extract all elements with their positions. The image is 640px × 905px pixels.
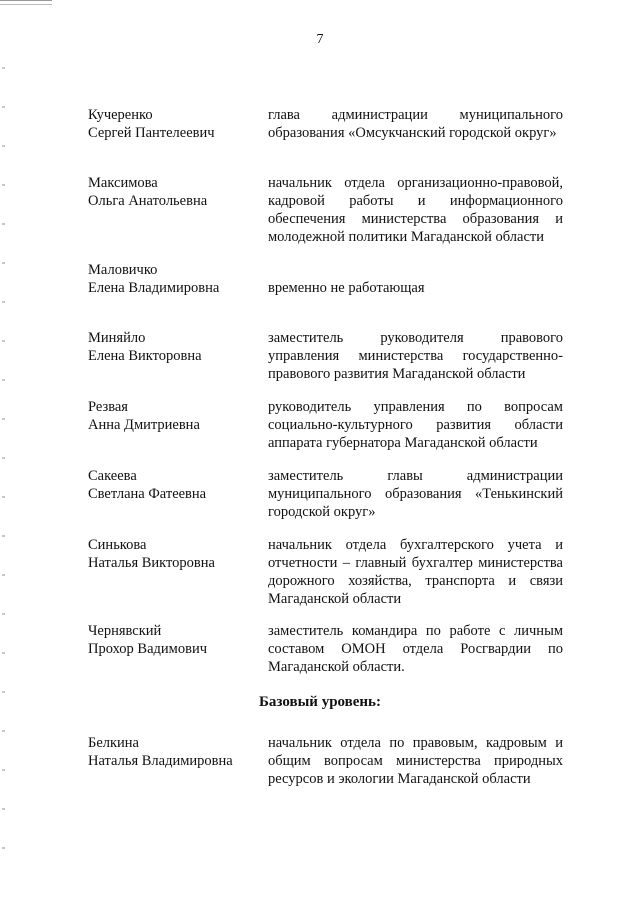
person-given-name: Светлана Фатеевна bbox=[88, 486, 207, 502]
person-position: руководитель управления по вопросам социально-культурного развития области аппарата губернатора Магаданской области bbox=[268, 399, 563, 451]
person-name bbox=[88, 734, 258, 770]
section-heading: Базовый уровень: bbox=[259, 694, 381, 710]
person-position: заместитель руководителя правового управления министерства государственно-правового развития Магаданской области bbox=[268, 330, 563, 382]
person-surname: Чернявский bbox=[88, 623, 162, 639]
person-surname: Кучеренко bbox=[88, 107, 153, 123]
person-given-name: Сергей Пантелеевич bbox=[88, 125, 215, 141]
person-position: начальник отдела организационно-правовой, кадровой работы и информационного обеспечения министерства образования и молодежной политики Магаданской области bbox=[268, 175, 563, 245]
person-surname: Максимова bbox=[88, 175, 158, 191]
person-given-name: Елена Владимировна bbox=[88, 280, 220, 296]
person-surname: Синькова bbox=[88, 537, 147, 553]
person-surname: Резвая bbox=[88, 399, 128, 415]
person-name bbox=[88, 536, 258, 572]
page-number: 7 bbox=[316, 32, 324, 47]
person-position: глава администрации муниципального образования «Омсукчанский городской округ» bbox=[268, 107, 563, 141]
person-given-name: Ольга Анатольевна bbox=[88, 193, 208, 209]
person-surname: Белкина bbox=[88, 735, 139, 751]
person-position: заместитель главы администрации муниципального образования «Тенькинский городской округ» bbox=[268, 468, 563, 520]
person-surname: Маловичко bbox=[88, 262, 158, 278]
person-given-name: Анна Дмитриевна bbox=[88, 417, 200, 433]
person-given-name: Наталья Владимировна bbox=[88, 753, 233, 769]
person-given-name: Елена Викторовна bbox=[88, 348, 202, 364]
person-given-name: Наталья Викторовна bbox=[88, 555, 215, 571]
person-position: временно не работающая bbox=[268, 280, 425, 296]
person-name bbox=[88, 329, 258, 365]
person-given-name: Прохор Вадимович bbox=[88, 641, 208, 657]
person-name bbox=[88, 261, 258, 297]
person-name bbox=[88, 174, 258, 210]
scan-edge-mark bbox=[0, 0, 52, 5]
person-name bbox=[88, 398, 258, 434]
person-position: заместитель командира по работе с личным составом ОМОН отдела Росгвардии по Магаданской области. bbox=[268, 623, 563, 675]
person-name bbox=[88, 467, 258, 503]
person-surname: Сакеева bbox=[88, 468, 137, 484]
scan-margin-specks bbox=[2, 30, 5, 870]
person-surname: Миняйло bbox=[88, 330, 146, 346]
person-position: начальник отдела по правовым, кадровым и общим вопросам министерства природных ресурсов и экологии Магаданской области bbox=[268, 735, 563, 787]
person-position: начальник отдела бухгалтерского учета и отчетности – главный бухгалтер министерства дорожного хозяйства, транспорта и связи Магаданской области bbox=[268, 537, 563, 607]
person-name bbox=[88, 622, 258, 658]
person-name bbox=[88, 106, 258, 142]
